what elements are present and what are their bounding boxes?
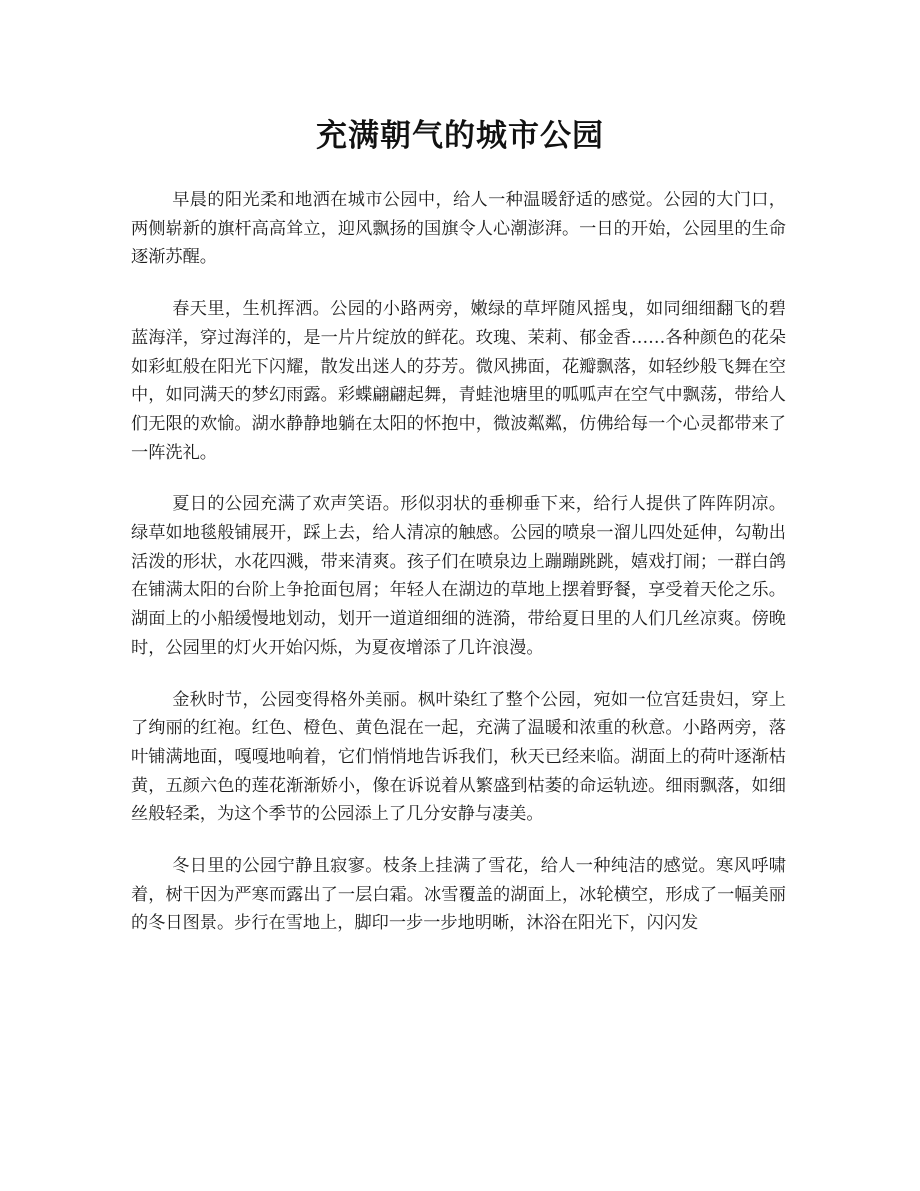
document-title: 充满朝气的城市公园	[316, 118, 604, 154]
paragraph-morning: 早晨的阳光柔和地洒在城市公园中，给人一种温暖舒适的感觉。公园的大门口，两侧崭新的旗杆高高耸立，迎风飘扬的国旗令人心潮澎湃。一日的开始，公园里的生命逐渐苏醒。	[131, 190, 786, 268]
paragraph-summer: 夏日的公园充满了欢声笑语。形似羽状的垂柳垂下来，给行人提供了阵阵阴凉。绿草如地毯般铺展开，踩上去，给人清凉的触感。公园的喷泉一溜儿四处延伸，勾勒出活泼的形状，水花四溅，带来清爽。孩子们在喷泉边上蹦蹦跳跳，嬉戏打闹；一群白鸽在铺满太阳的台阶上争抢面包屑；年轻人在湖边的草地上摆着野餐，享受着天伦之乐。湖面上的小船缓慢地划动，划开一道道细细的涟漪，带给夏日里的人们几丝凉爽。傍晚时，公园里的灯火开始闪烁，为夏夜增添了几许浪漫。	[131, 494, 786, 658]
paragraph-spring: 春天里，生机挥洒。公园的小路两旁，嫩绿的草坪随风摇曳，如同细细翻飞的碧蓝海洋，穿过海洋的，是一片片绽放的鲜花。玫瑰、茉莉、郁金香……各种颜色的花朵如彩虹般在阳光下闪耀，散发出迷人的芬芳。微风拂面，花瓣飘落，如轻纱般飞舞在空中，如同满天的梦幻雨露。彩蝶翩翩起舞，青蛙池塘里的呱呱声在空气中飘荡，带给人们无限的欢愉。湖水静静地躺在太阳的怀抱中，微波粼粼，仿佛给每一个心灵都带来了一阵洗礼。	[131, 299, 786, 463]
paragraph-autumn: 金秋时节，公园变得格外美丽。枫叶染红了整个公园，宛如一位宫廷贵妇，穿上了绚丽的红袍。红色、橙色、黄色混在一起，充满了温暖和浓重的秋意。小路两旁，落叶铺满地面，嘎嘎地响着，它们悄悄地告诉我们，秋天已经来临。湖面上的荷叶逐渐枯黄，五颜六色的莲花渐渐娇小，像在诉说着从繁盛到枯萎的命运轨迹。细雨飘落，如细丝般轻柔，为这个季节的公园添上了几分安静与凄美。	[131, 689, 786, 825]
paragraph-winter: 冬日里的公园宁静且寂寥。枝条上挂满了雪花，给人一种纯洁的感觉。寒风呼啸着，树干因为严寒而露出了一层白霜。冰雪覆盖的湖面上，冰轮横空，形成了一幅美丽的冬日图景。步行在雪地上，脚印一步一步地明晰，沐浴在阳光下，闪闪发	[131, 856, 786, 934]
document-body	[131, 186, 786, 961]
